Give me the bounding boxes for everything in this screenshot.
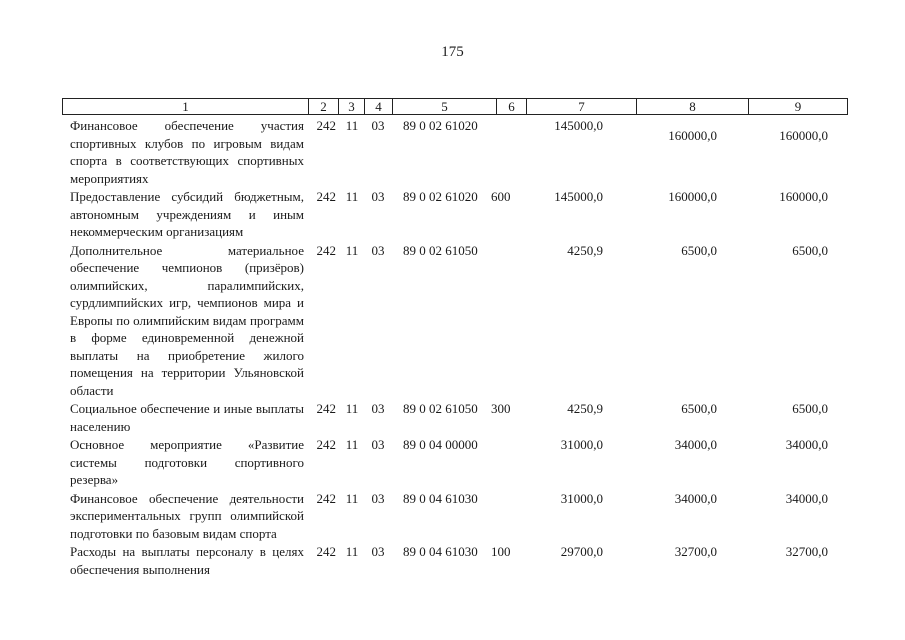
row-code-2: 242 [316,544,336,559]
table-row [62,188,852,241]
row-value-7: 31000,0 [560,437,603,452]
header-col-9: 9 [794,99,802,114]
row-value-9: 34000,0 [785,437,828,452]
header-col-7: 7 [527,99,637,114]
row-name: Дополнительное материальное обеспечение чемпионов (призёров) олимпийских, паралимпийских, сурдлимпийских игр, чемпионов мира и Европы по олимпийским видам программ в форме единовременной денежной выплаты на приобретение жилого помещения на территории Ульяновской области [70,242,304,398]
row-code-4: 03 [371,544,385,559]
row-name: Финансовое обеспечение деятельности экспериментальных групп олимпийской подготовки по базовым видам спорта [70,490,304,541]
row-value-9: 160000,0 [779,189,828,204]
row-code-4: 03 [371,189,385,204]
row-code-5: 89 0 04 61030 [403,490,478,506]
row-code-2: 242 [316,490,336,506]
row-value-8: 32700,0 [674,544,717,559]
row-name: Предоставление субсидий бюджетным, автономным учреждениям и иным некоммерческим организациям [70,189,304,239]
row-value-9 [743,117,848,187]
row-code-6: 600 [491,189,511,204]
row-code-4: 03 [371,401,385,416]
header-col-6: 6 [497,99,527,114]
row-code-3: 11 [345,118,359,133]
row-code-2: 242 [316,118,336,133]
row-code-3: 11 [345,437,359,452]
row-name: Финансовое обеспечение участия спортивных клубов по игровым видам спорта в соответствующих спортивных мероприятиях [70,118,304,186]
row-code-4: 03 [371,437,385,452]
row-value-9: 32700,0 [785,544,828,559]
row-code-4: 03 [371,490,385,506]
row-value-7: 4250,9 [567,242,603,258]
row-code-4: 03 [371,118,385,133]
row-value-8: 6500,0 [681,242,717,258]
row-code-5: 89 0 02 61020 [403,118,478,133]
row-value-8: 6500,0 [681,401,717,416]
table-body [62,117,852,579]
row-code-3: 11 [345,189,359,204]
row-code-6 [491,436,519,489]
header-col-3: 3 [339,99,365,114]
table-row [62,543,852,578]
row-code-6 [491,117,519,187]
row-code-3: 11 [345,544,359,559]
table-row [62,490,852,543]
row-value-9-text: 160000,0 [779,128,828,143]
row-code-5: 89 0 02 61050 [403,242,478,258]
row-code-5: 89 0 02 61020 [403,189,478,204]
row-code-5: 89 0 02 61050 [403,401,478,416]
row-value-8: 34000,0 [674,437,717,452]
header-col-8: 8 [637,99,749,114]
row-code-2: 242 [316,189,336,204]
row-code-5: 89 0 04 00000 [403,437,478,452]
header-col-1: 1 [63,99,309,114]
row-value-9: 34000,0 [785,490,828,506]
row-code-3: 11 [345,490,359,506]
row-name: Расходы на выплаты персоналу в целях обеспечения выполнения [70,544,304,577]
row-code-4: 03 [371,242,385,258]
row-value-7: 4250,9 [567,401,603,416]
row-value-9: 6500,0 [792,242,828,258]
header-col-4: 4 [365,99,393,114]
row-code-6 [491,242,519,400]
row-value-9: 6500,0 [792,401,828,416]
table-row [62,117,852,187]
table-row [62,400,852,435]
row-code-2: 242 [316,242,336,258]
header-col-2: 2 [309,99,339,114]
row-code-3: 11 [345,242,359,258]
row-code-2: 242 [316,437,336,452]
row-code-6: 100 [491,544,511,559]
row-name: Социальное обеспечение и иные выплаты населению [70,401,304,434]
header-col-5: 5 [393,99,497,114]
row-code-3: 11 [345,401,359,416]
table-header [62,98,848,115]
row-value-7: 145000,0 [554,118,603,133]
table-row [62,436,852,489]
row-code-5: 89 0 04 61030 [403,544,478,559]
row-value-8: 34000,0 [674,490,717,506]
row-value-7: 145000,0 [554,189,603,204]
row-code-2: 242 [316,401,336,416]
row-code-6 [491,490,519,543]
row-value-8: 160000,0 [668,189,717,204]
row-value-7: 29700,0 [560,544,603,559]
row-value-8 [631,117,743,187]
page-number: 175 [441,44,464,60]
row-value-8-text: 160000,0 [668,128,717,143]
row-code-6: 300 [491,401,511,416]
table-row [62,242,852,400]
row-value-7: 31000,0 [560,490,603,506]
row-name: Основное мероприятие «Развитие системы подготовки спортивного резерва» [70,437,304,487]
